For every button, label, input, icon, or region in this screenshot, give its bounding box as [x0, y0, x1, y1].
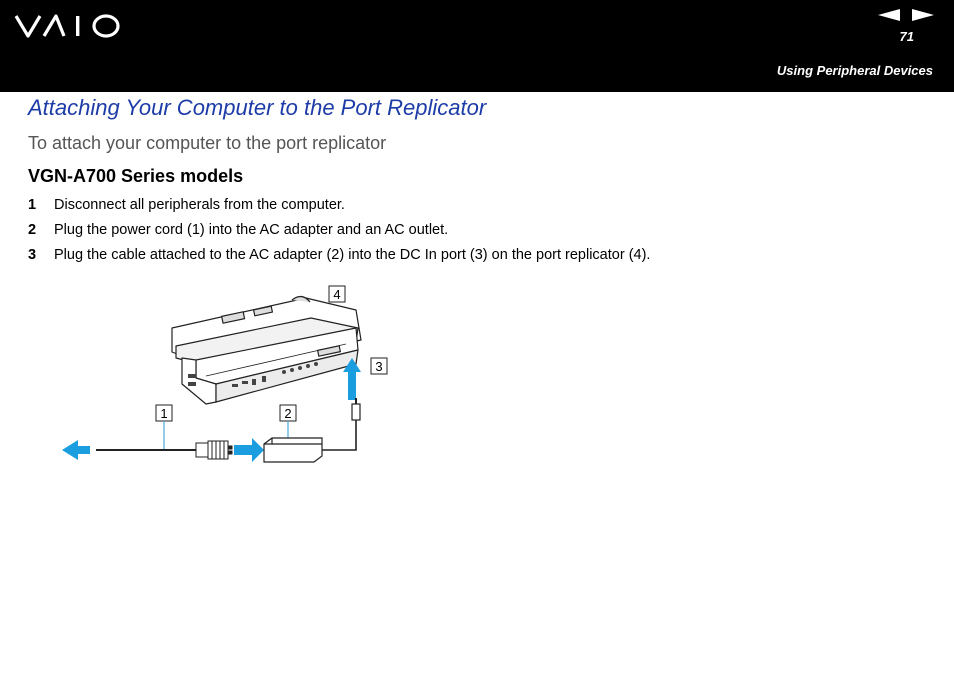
svg-text:4: 4	[333, 287, 341, 302]
section-title[interactable]: Using Peripheral Devices	[776, 63, 933, 78]
step-number: 3	[28, 247, 37, 263]
step-3	[28, 247, 650, 263]
svg-text:3: 3	[375, 359, 383, 374]
svg-text:1: 1	[160, 406, 168, 421]
step-text: Plug the power cord (1) into the AC adapter and an AC outlet.	[54, 222, 449, 238]
previous-page-icon[interactable]	[878, 9, 900, 21]
svg-text:2: 2	[284, 406, 292, 421]
step-1	[28, 197, 345, 213]
step-2	[28, 222, 448, 238]
page-title: Attaching Your Computer to the Port Replicator	[28, 95, 487, 120]
page-header	[0, 0, 954, 92]
model-heading: VGN-A700 Series models	[28, 166, 244, 186]
port-replicator-illustration	[172, 296, 361, 404]
step-text: Disconnect all peripherals from the computer.	[54, 197, 345, 213]
next-page-icon[interactable]	[912, 9, 934, 21]
callout-4	[329, 286, 345, 302]
vaio-logo	[14, 12, 124, 40]
subtitle: To attach your computer to the port replicator	[28, 133, 387, 153]
step-number: 1	[28, 197, 37, 213]
step-text: Plug the cable attached to the AC adapter (2) into the DC In port (3) on the port replicator (4).	[54, 247, 651, 263]
callout-2	[280, 405, 296, 421]
callout-3	[371, 358, 387, 374]
step-number: 2	[28, 222, 37, 238]
port-replicator-diagram	[56, 280, 396, 470]
page-number: 71	[899, 29, 914, 44]
ac-adapter	[264, 398, 360, 462]
callout-1	[156, 405, 172, 421]
